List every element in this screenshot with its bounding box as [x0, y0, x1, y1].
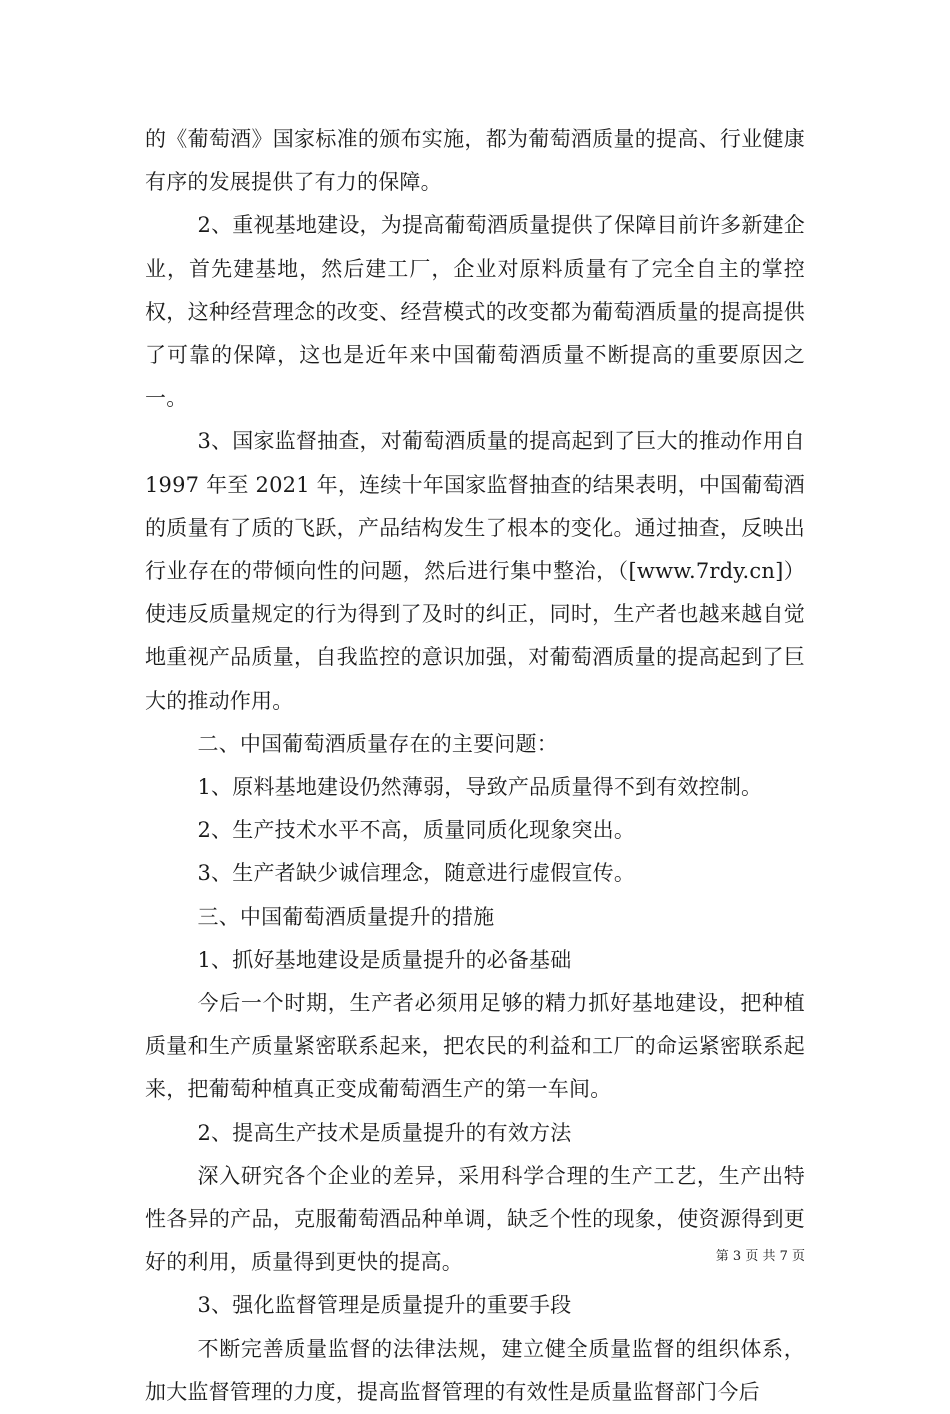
subsection-heading: 1、抓好基地建设是质量提升的必备基础 [197, 947, 572, 972]
section-heading: 二、中国葡萄酒质量存在的主要问题： [197, 731, 558, 756]
subsection-heading: 3、强化监督管理是质量提升的重要手段 [197, 1293, 572, 1318]
document-body [145, 118, 805, 1414]
paragraph: 2、重视基地建设，为提高葡萄酒质量提供了保障目前许多新建企业，首先建基地，然后建工厂，企业对原料质量有了完全自主的掌控权，这种经营理念的改变、经营模式的改变都为葡萄酒质量的提高提供了可靠的保障，这也是近年来中国葡萄酒质量不断提高的重要原因之一。 [145, 213, 805, 411]
paragraph: 的《葡萄酒》国家标准的颁布实施，都为葡萄酒质量的提高、行业健康有序的发展提供了有力的保障。 [145, 127, 805, 195]
page-number-footer: 第 3 页 共 7 页 [715, 1249, 805, 1264]
paragraph: 3、国家监督抽查，对葡萄酒质量的提高起到了巨大的推动作用自 1997 年至 2021 年，连续十年国家监督抽查的结果表明，中国葡萄酒的质量有了质的飞跃，产品结构发生了根本的变化。通过抽查，反映出行业存在的带倾向性的问题，然后进行集中整治，（[www.7rdy.cn]）使违反质量规定的行为得到了及时的纠正，同时，生产者也越来越自觉地重视产品质量，自我监控的意识加强，对葡萄酒质量的提高起到了巨大的推动作用。 [145, 429, 805, 713]
subsection-heading: 2、提高生产技术是质量提升的有效方法 [197, 1120, 572, 1145]
list-item: 2、生产技术水平不高，质量同质化现象突出。 [197, 818, 636, 843]
paragraph: 不断完善质量监督的法律法规，建立健全质量监督的组织体系，加大监督管理的力度，提高监督管理的有效性是质量监督部门今后 [145, 1336, 805, 1404]
paragraph: 今后一个时期，生产者必须用足够的精力抓好基地建设，把种植质量和生产质量紧密联系起来，把农民的利益和工厂的命运紧密联系起来，把葡萄种植真正变成葡萄酒生产的第一车间。 [145, 991, 805, 1102]
list-item: 3、生产者缺少诚信理念，随意进行虚假宣传。 [197, 861, 636, 886]
paragraph: 深入研究各个企业的差异，采用科学合理的生产工艺，生产出特性各异的产品，克服葡萄酒品种单调，缺乏个性的现象，使资源得到更好的利用，质量得到更快的提高。 [145, 1163, 805, 1275]
section-heading: 三、中国葡萄酒质量提升的措施 [197, 904, 495, 929]
list-item: 1、原料基地建设仍然薄弱，导致产品质量得不到有效控制。 [197, 775, 763, 800]
